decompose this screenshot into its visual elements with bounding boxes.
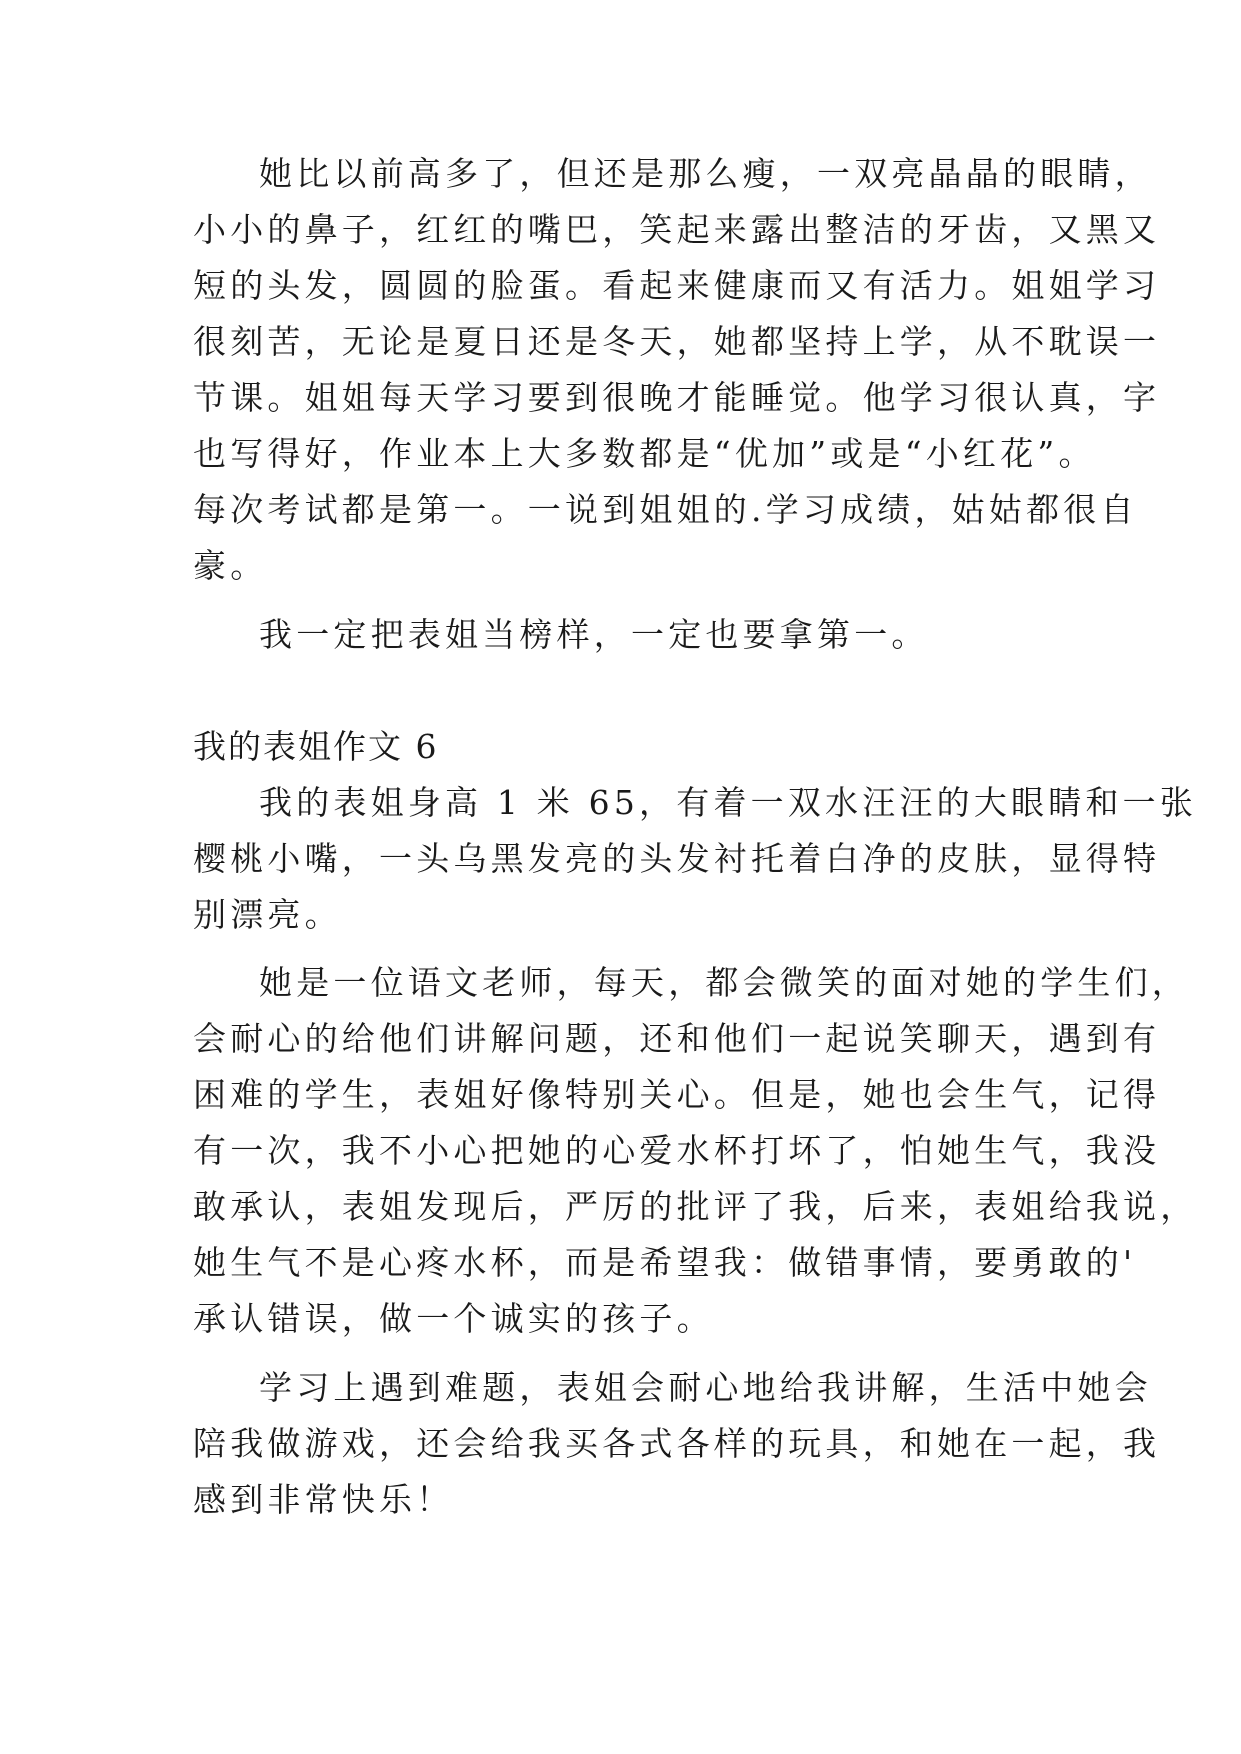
text-line: 会耐心的给他们讲解问题，还和他们一起说笑聊天，遇到有 [193, 1019, 1161, 1058]
text-line: 困难的学生，表姐好像特别关心。但是，她也会生气，记得 [193, 1075, 1161, 1114]
text-line: 她生气不是心疼水杯，而是希望我：做错事情，要勇敢的' [193, 1243, 1137, 1282]
text-line: 陪我做游戏，还会给我买各式各样的玩具，和她在一起，我 [193, 1424, 1161, 1463]
text-line: 短的头发，圆圆的脸蛋。看起来健康而又有活力。姐姐学习 [193, 266, 1161, 305]
text-line: 承认错误，做一个诚实的孩子。 [193, 1299, 714, 1338]
section-heading: 我的表姐作文 6 [193, 727, 439, 766]
text-line: 她比以前高多了，但还是那么瘦，一双亮晶晶的眼睛， [259, 154, 1152, 193]
text-line: 豪。 [193, 546, 268, 585]
text-line: 敢承认，表姐发现后，严厉的批评了我，后来，表姐给我说， [193, 1187, 1198, 1226]
text-line: 别漂亮。 [193, 895, 342, 934]
text-line: 感到非常快乐！ [193, 1480, 454, 1519]
text-line: 我的表姐身高 1 米 65，有着一双水汪汪的大眼睛和一张 [259, 783, 1198, 822]
text-line: 有一次，我不小心把她的心爱水杯打坏了，怕她生气，我没 [193, 1131, 1161, 1170]
text-line: 学习上遇到难题，表姐会耐心地给我讲解，生活中她会 [259, 1368, 1152, 1407]
text-line: 也写得好，作业本上大多数都是“优加”或是“小红花”。 [193, 434, 1096, 473]
text-line: 小小的鼻子，红红的嘴巴，笑起来露出整洁的牙齿，又黑又 [193, 210, 1161, 249]
text-line: 她是一位语文老师，每天，都会微笑的面对她的学生们， [259, 963, 1189, 1002]
text-line: 节课。姐姐每天学习要到很晚才能睡觉。他学习很认真，字 [193, 378, 1161, 417]
text-line: 我一定把表姐当榜样，一定也要拿第一。 [259, 615, 929, 654]
text-line: 樱桃小嘴，一头乌黑发亮的头发衬托着白净的皮肤，显得特 [193, 839, 1161, 878]
text-line: 每次考试都是第一。一说到姐姐的.学习成绩，姑姑都很自 [193, 490, 1138, 529]
text-line: 很刻苦，无论是夏日还是冬天，她都坚持上学，从不耽误一 [193, 322, 1161, 361]
